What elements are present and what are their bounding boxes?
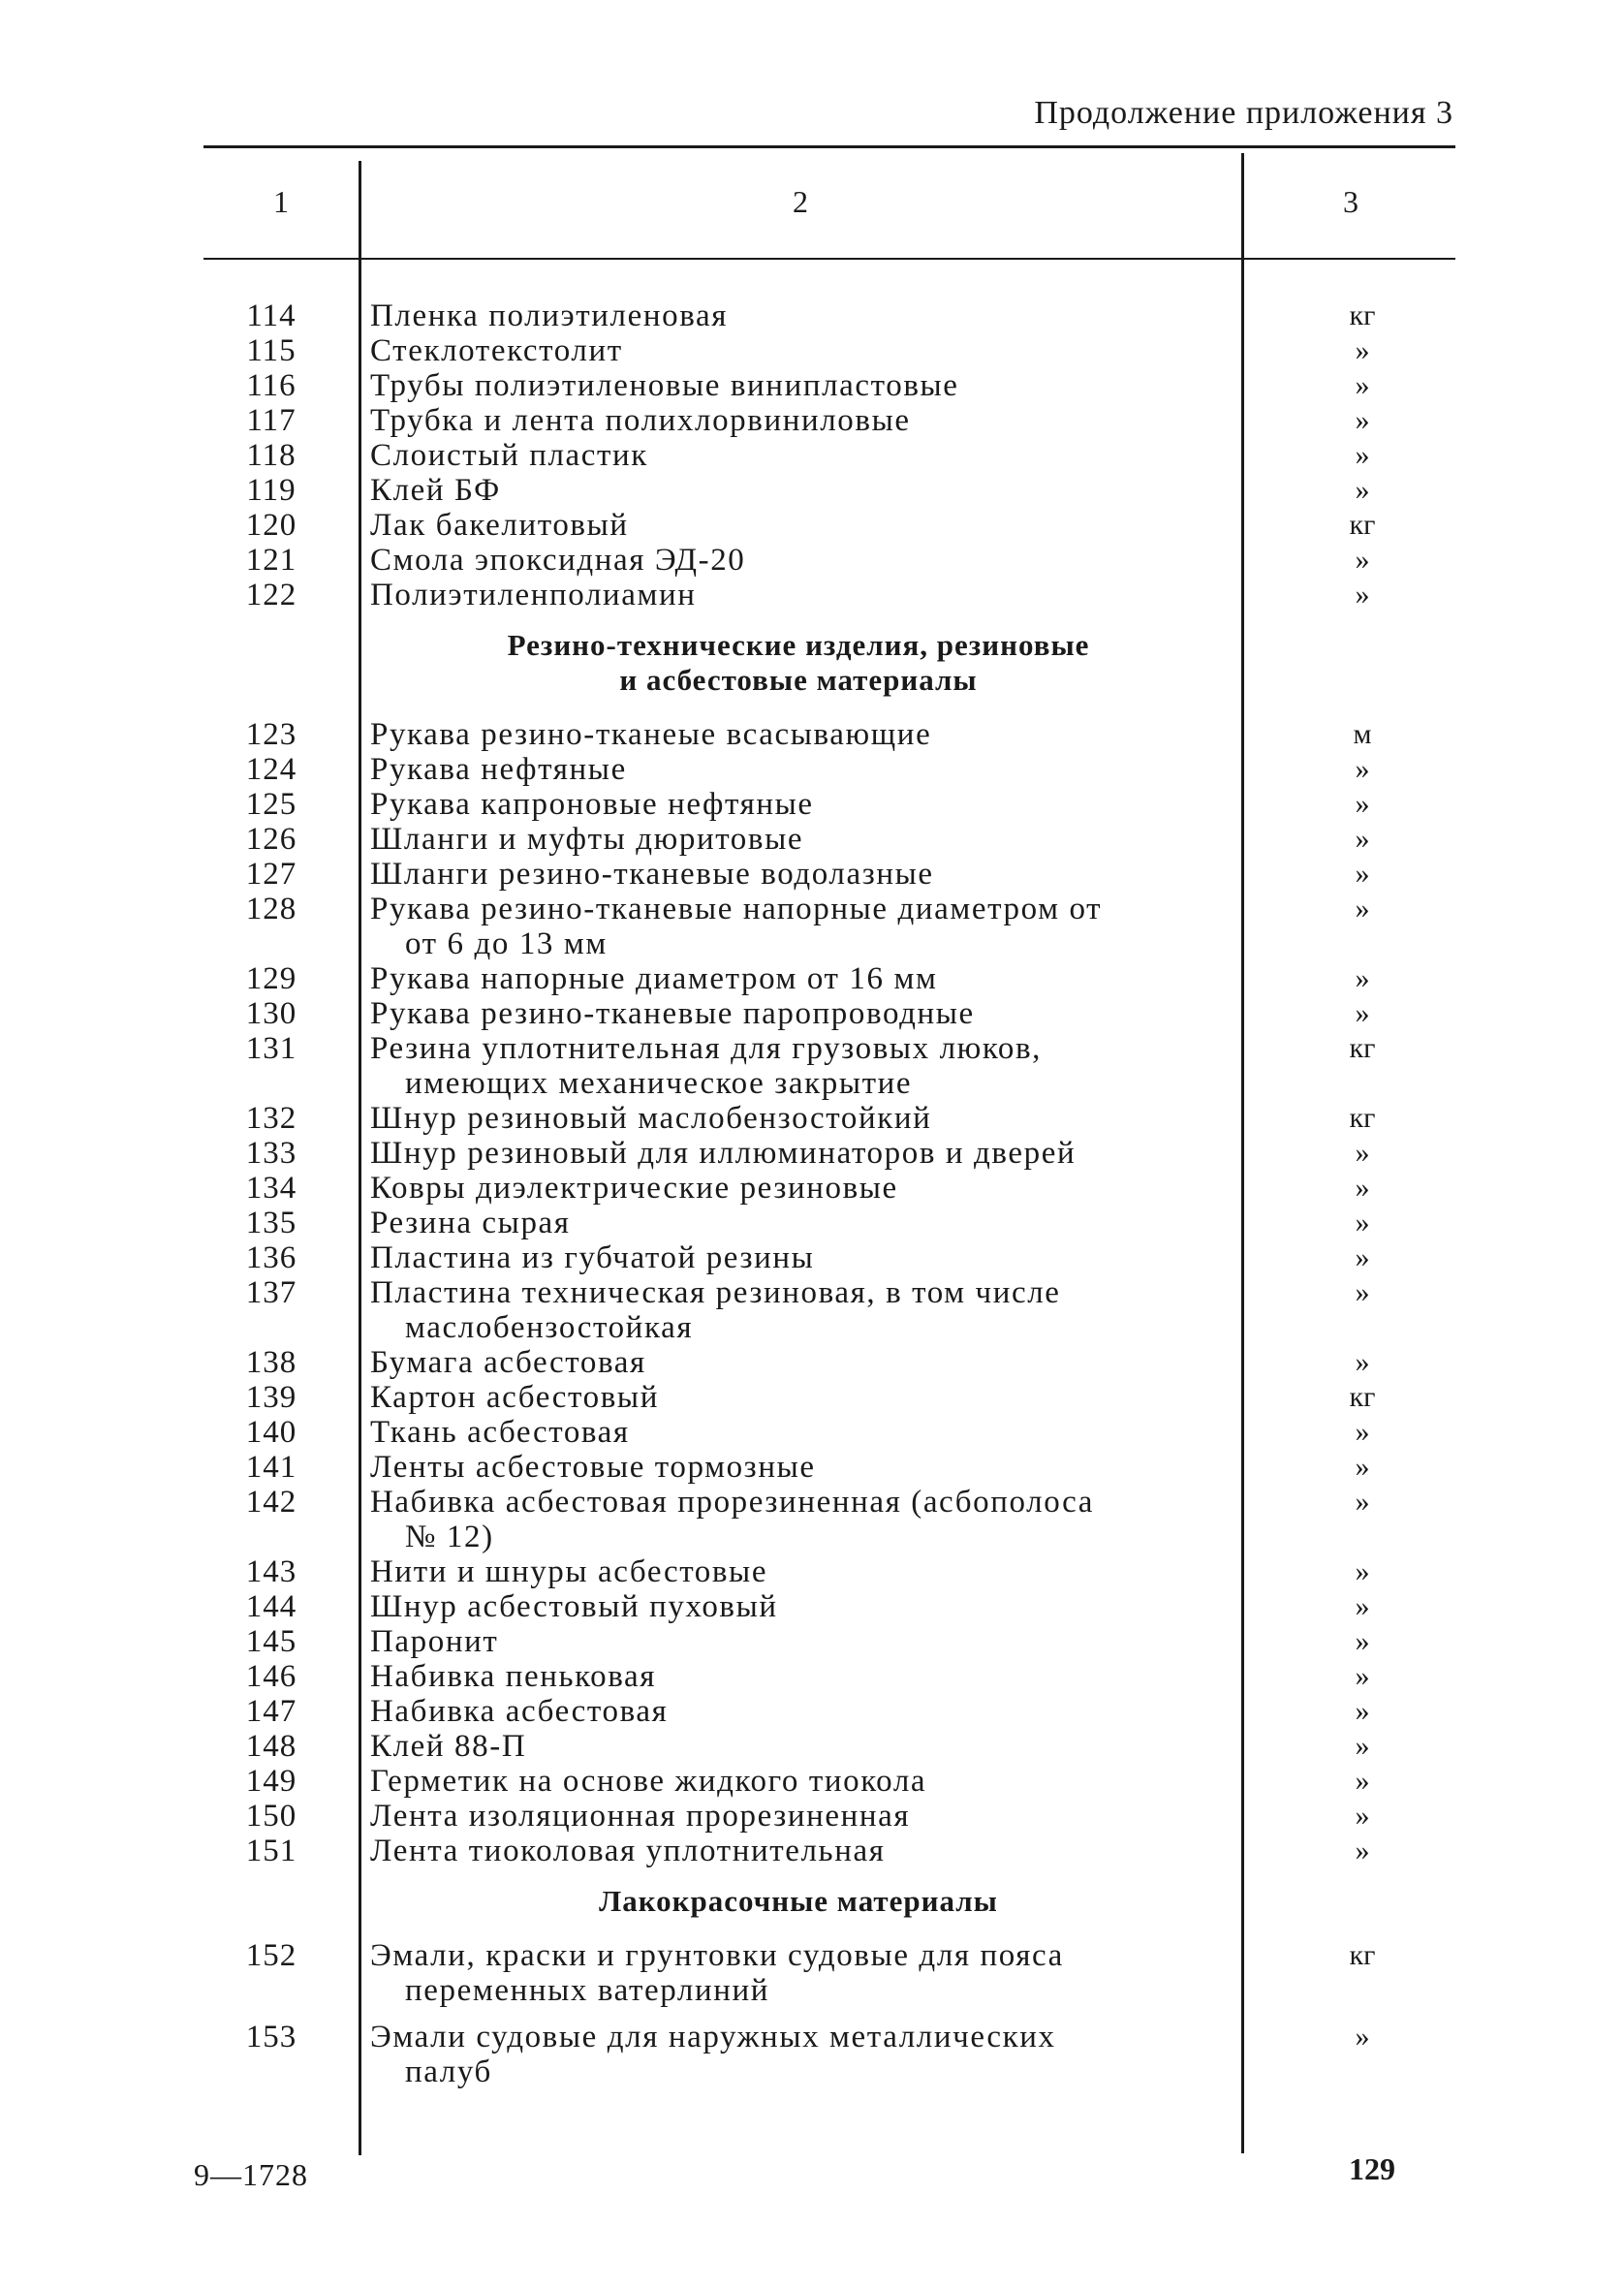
row-item-name [370,298,1227,333]
row-unit: » [1355,1137,1370,1169]
row-item-name-text: Ткань асбестовая [370,1415,630,1450]
row-number: 120 [245,508,297,543]
row-item-name-text: Герметик на основе жидкого тиокола [370,1764,927,1799]
row-item-name-text: Пластина из губчатой резины [370,1240,815,1275]
row-item-name-text: Картон асбестовый [370,1380,659,1415]
table-row [203,298,1473,333]
table-row [203,1345,1473,1380]
row-number: 128 [245,892,297,926]
row-unit: » [1355,334,1370,366]
section-heading-line: Резино-технические изделия, резиновые [507,628,1090,662]
row-unit: » [1355,369,1370,401]
row-item-name-continuation: переменных ватерлиний [405,1973,770,2008]
row-number: 152 [245,1938,297,1973]
row-item-name-text: Шнур резиновый для иллюминаторов и дверей [370,1136,1077,1171]
row-item-name [370,787,1227,822]
table-row [203,1554,1473,1589]
row-unit: » [1355,893,1370,925]
table-row [203,752,1473,787]
row-item-name [370,857,1227,892]
row-number: 127 [245,857,297,892]
row-item-name [370,717,1227,752]
row-item-name-text: Клей 88-П [370,1729,527,1764]
row-item-name [370,1485,1227,1554]
row-unit: » [1355,1800,1370,1832]
table-row [203,822,1473,857]
row-number: 126 [245,822,297,857]
row-item-name-text: Резина уплотнительная для грузовых люков, [370,1031,1043,1066]
row-unit: » [1355,439,1370,471]
row-number: 148 [245,1729,297,1764]
row-number: 135 [245,1206,297,1240]
table-header-bottom-rule [203,258,1455,260]
row-item-name [370,1938,1227,2008]
page-number: 129 [1349,2151,1395,2186]
row-item-name-text: Лента изоляционная прорезиненная [370,1799,911,1834]
table-row [203,1101,1473,1136]
table-row [203,438,1473,473]
row-number: 125 [245,787,297,822]
row-item-name [370,1101,1227,1136]
row-item-name-text: Бумага асбестовая [370,1345,646,1380]
row-number: 121 [245,543,297,578]
row-unit: кг [1349,1032,1376,1064]
row-unit: » [1355,2021,1370,2053]
section-heading-line: Лакокрасочные материалы [599,1884,998,1918]
row-item-name [370,1345,1227,1380]
row-unit: » [1355,1695,1370,1727]
row-unit: » [1355,1555,1370,1587]
table-row [203,1485,1473,1554]
row-unit: кг [1349,1102,1376,1134]
table-row [203,1834,1473,1868]
table-row [203,857,1473,892]
row-item-name [370,752,1227,787]
row-item-name-text: Ленты асбестовые тормозные [370,1450,816,1485]
table-row [203,368,1473,403]
row-item-name [370,822,1227,857]
row-item-name-text: Набивка асбестовая [370,1694,669,1729]
row-item-name-text: Рукава резино-тканевые паропроводные [370,996,975,1031]
table-row [203,996,1473,1031]
table-row [203,1240,1473,1275]
table-row [203,543,1473,578]
table-row [203,473,1473,508]
table-row [203,1415,1473,1450]
row-item-name-text: Трубка и лента полихлорвиниловые [370,403,911,438]
row-number: 142 [245,1485,297,1520]
row-item-name-text: Рукава капроновые нефтяные [370,787,814,822]
row-number: 149 [245,1764,297,1799]
row-number: 147 [245,1694,297,1729]
row-item-name-text: Слоистый пластик [370,438,648,473]
row-item-name [370,368,1227,403]
row-unit: » [1355,823,1370,855]
table-row [203,1275,1473,1345]
row-number: 129 [245,961,297,996]
row-unit: » [1355,1625,1370,1657]
row-unit: » [1355,579,1370,611]
row-item-name [370,996,1227,1031]
row-unit: кг [1349,1381,1376,1413]
row-unit: » [1355,1834,1370,1866]
row-unit: кг [1349,509,1376,541]
page-header-title: Продолжение приложения 3 [1034,95,1453,131]
row-number: 131 [245,1031,297,1066]
row-unit: » [1355,1276,1370,1308]
row-item-name-text: Нити и шнуры асбестовые [370,1554,768,1589]
row-item-name [370,1450,1227,1485]
table-row [203,508,1473,543]
section-heading-line: и асбестовые материалы [619,663,978,697]
column-header-3: 3 [1343,184,1359,219]
row-item-name [370,961,1227,996]
row-unit: » [1355,962,1370,994]
row-item-name-text: Рукава напорные диаметром от 16 мм [370,961,938,996]
row-number: 115 [246,333,297,368]
row-item-name [370,1171,1227,1206]
row-number: 130 [245,996,297,1031]
row-number: 119 [246,473,297,508]
row-item-name-text: Резина сырая [370,1206,571,1240]
row-unit: » [1355,1416,1370,1448]
table-row [203,892,1473,961]
table-row [203,961,1473,996]
table-row [203,1136,1473,1171]
table-row [203,1171,1473,1206]
row-number: 124 [245,752,297,787]
row-number: 133 [245,1136,297,1171]
row-item-name [370,1206,1227,1240]
row-number: 117 [246,403,297,438]
row-unit: » [1355,1451,1370,1483]
row-item-name-text: Смола эпоксидная ЭД-20 [370,543,746,578]
row-item-name-text: Набивка пеньковая [370,1659,656,1694]
column-header-2: 2 [793,184,808,219]
row-item-name [370,1136,1227,1171]
row-number: 144 [245,1589,297,1624]
row-item-name [370,578,1227,612]
row-number: 151 [245,1834,297,1868]
row-unit: » [1355,1241,1370,1273]
table-top-rule [203,145,1455,148]
row-item-name [370,438,1227,473]
row-item-name-text: Пластина техническая резиновая, в том числе [370,1275,1061,1310]
table-row [203,1450,1473,1485]
table-row [203,1380,1473,1415]
section-heading [370,612,1227,717]
row-item-name [370,1589,1227,1624]
row-item-name [370,1799,1227,1834]
row-item-name-text: Рукава резино-тканеые всасывающие [370,717,932,752]
row-item-name [370,473,1227,508]
row-item-name [370,2020,1227,2089]
row-item-name-text: Шнур резиновый маслобензостойкий [370,1101,932,1136]
row-number: 138 [245,1345,297,1380]
row-item-name-continuation: имеющих механическое закрытие [405,1066,913,1101]
row-item-name [370,1834,1227,1868]
row-unit: » [1355,788,1370,820]
row-item-name [370,1240,1227,1275]
row-item-name-text: Лента тиоколовая уплотнительная [370,1834,886,1868]
row-number: 122 [245,578,297,612]
row-item-name-continuation: № 12) [405,1520,494,1554]
row-number: 150 [245,1799,297,1834]
row-number: 118 [246,438,297,473]
row-item-name-continuation: палуб [405,2054,492,2089]
row-item-name [370,1729,1227,1764]
row-item-name [370,1380,1227,1415]
row-item-name [370,403,1227,438]
row-item-name [370,1554,1227,1589]
row-item-name-text: Клей БФ [370,473,501,508]
row-item-name-text: Стеклотекстолит [370,333,623,368]
table-row [203,403,1473,438]
row-item-name-text: Шнур асбестовый пуховый [370,1589,778,1624]
table-row [203,1589,1473,1624]
table-row [203,1938,1473,2008]
table-row [203,2020,1473,2089]
row-item-name [370,1624,1227,1659]
row-unit: » [1355,544,1370,576]
row-item-name [370,543,1227,578]
row-number: 153 [245,2020,297,2054]
row-unit: » [1355,1590,1370,1622]
row-item-name-text: Трубы полиэтиленовые винипластовые [370,368,959,403]
row-unit: » [1355,1730,1370,1762]
row-item-name-text: Рукава нефтяные [370,752,627,787]
row-unit: » [1355,1765,1370,1797]
row-number: 140 [245,1415,297,1450]
row-item-name-text: Паронит [370,1624,499,1659]
table-row [203,1206,1473,1240]
row-number: 139 [245,1380,297,1415]
row-item-name [370,1415,1227,1450]
row-item-name-text: Рукава резино-тканевые напорные диаметром от [370,892,1103,926]
row-item-name-text: Эмали судовые для наружных металлических [370,2020,1056,2054]
print-signature: 9—1728 [194,2157,308,2192]
table-row [203,1764,1473,1799]
row-unit: кг [1349,299,1376,331]
row-unit: » [1355,1660,1370,1692]
row-unit: » [1355,474,1370,506]
row-item-name-text: Эмали, краски и грунтовки судовые для пояса [370,1938,1064,1973]
row-item-name [370,1031,1227,1101]
row-item-name [370,333,1227,368]
row-unit: » [1355,1207,1370,1239]
table-row [203,333,1473,368]
row-unit: » [1355,404,1370,436]
section-heading [370,1868,1227,1938]
row-number: 143 [245,1554,297,1589]
row-number: 116 [246,368,297,403]
row-item-name [370,508,1227,543]
row-number: 145 [245,1624,297,1659]
row-item-name-text: Полиэтиленполиамин [370,578,697,612]
row-number: 146 [245,1659,297,1694]
table-body [203,298,1473,2089]
row-item-name-continuation: маслобензостойкая [405,1310,694,1345]
row-item-name-text: Ковры диэлектрические резиновые [370,1171,898,1206]
table-row [203,1694,1473,1729]
row-unit: » [1355,753,1370,785]
row-number: 134 [245,1171,297,1206]
table-row [203,1729,1473,1764]
row-unit: » [1355,858,1370,890]
table-row [203,1799,1473,1834]
row-unit: » [1355,997,1370,1029]
row-item-name [370,892,1227,961]
row-item-name-text: Лак бакелитовый [370,508,629,543]
row-unit: » [1355,1346,1370,1378]
row-unit: кг [1349,1939,1376,1971]
table-row [203,578,1473,612]
row-number: 137 [245,1275,297,1310]
row-item-name [370,1764,1227,1799]
row-unit: м [1353,718,1372,750]
row-item-name-text: Шланги и муфты дюритовые [370,822,804,857]
row-item-name [370,1659,1227,1694]
table-row [203,1624,1473,1659]
table-row [203,787,1473,822]
row-number: 123 [245,717,297,752]
table-row [203,1031,1473,1101]
row-unit: » [1355,1486,1370,1518]
table-row [203,717,1473,752]
row-item-name-text: Пленка полиэтиленовая [370,298,728,333]
row-item-name-text: Набивка асбестовая прорезиненная (асбополоса [370,1485,1095,1520]
row-number: 132 [245,1101,297,1136]
row-item-name [370,1694,1227,1729]
column-header-1: 1 [273,184,289,219]
row-number: 114 [246,298,297,333]
row-unit: » [1355,1172,1370,1204]
row-number: 141 [245,1450,297,1485]
row-item-name [370,1275,1227,1345]
row-item-name-continuation: от 6 до 13 мм [405,926,608,961]
row-item-name-text: Шланги резино-тканевые водолазные [370,857,934,892]
table-row [203,1659,1473,1694]
row-number: 136 [245,1240,297,1275]
